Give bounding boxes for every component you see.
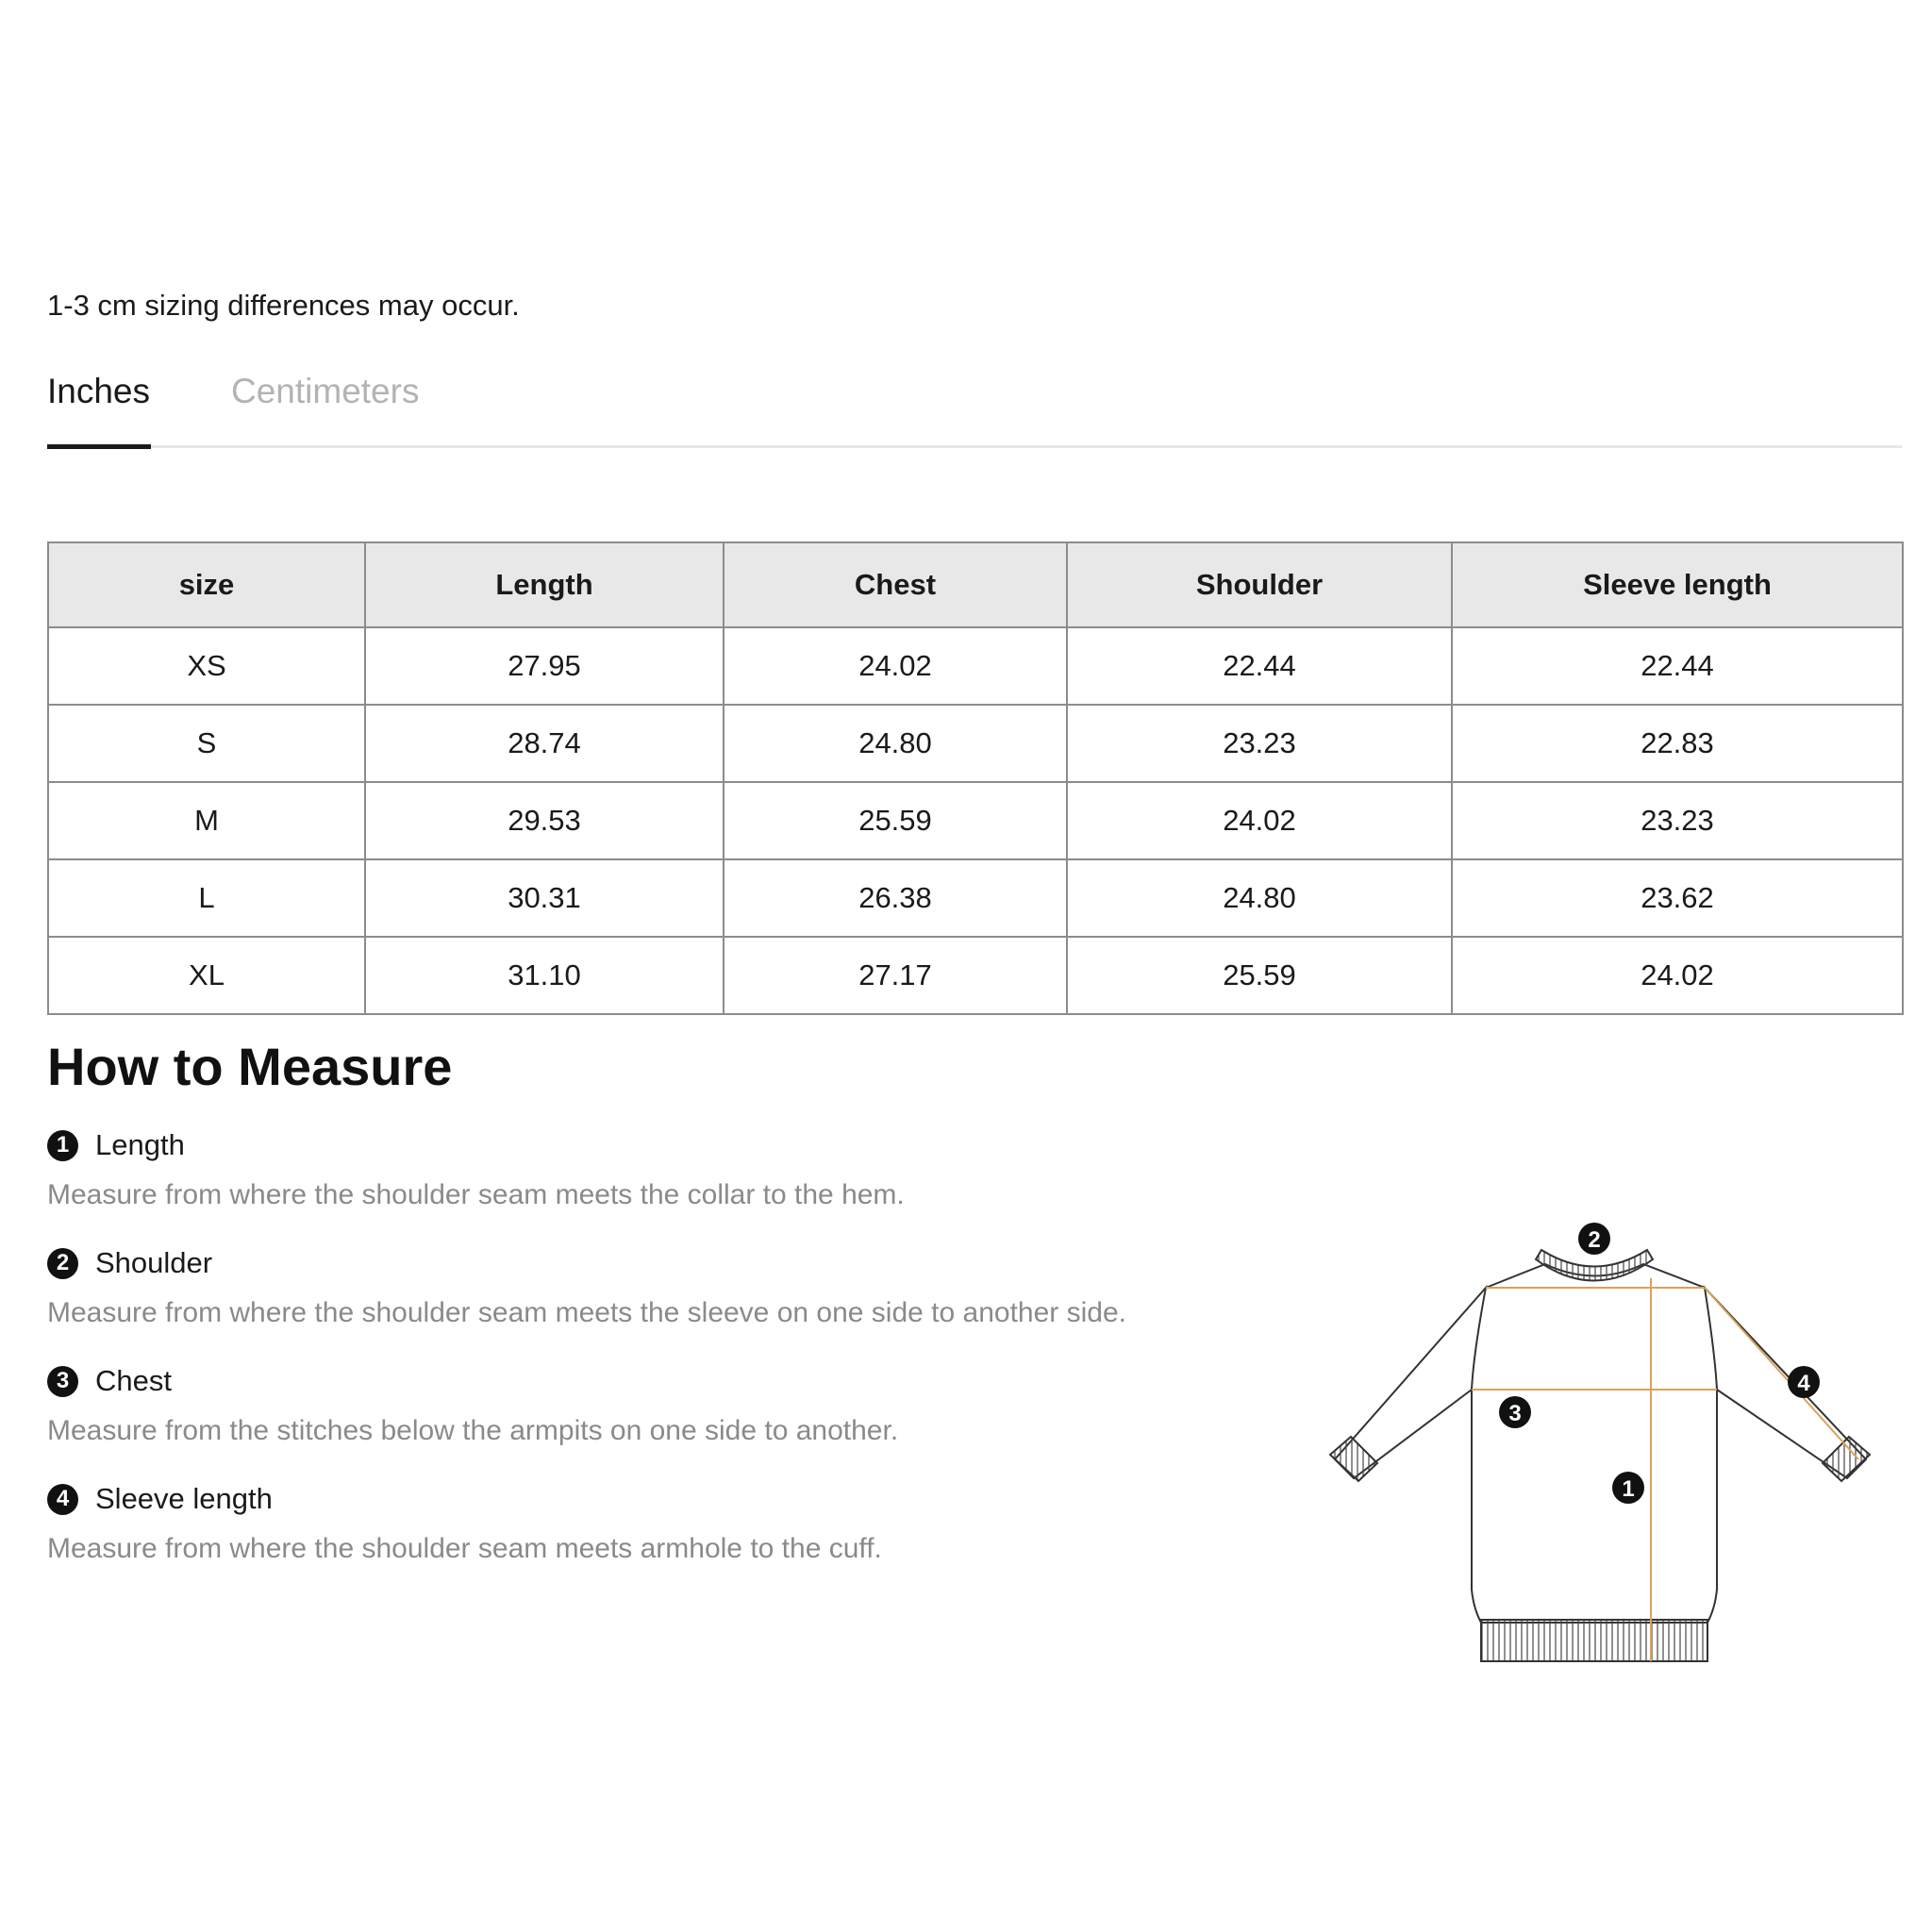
cell-length: 28.74 (365, 705, 724, 782)
cell-sleeve-length: 22.83 (1452, 705, 1903, 782)
svg-text:1: 1 (1622, 1476, 1635, 1502)
header-size: size (48, 542, 365, 627)
sweater-diagram (1292, 1212, 1906, 1665)
step-sleeve-length (47, 1478, 1274, 1596)
unit-tabs (47, 370, 1902, 448)
how-to-measure-title: How to Measure (47, 1037, 453, 1096)
step-title: Length (95, 1128, 185, 1161)
cell-chest: 27.17 (724, 937, 1067, 1014)
cell-sleeve-length: 22.44 (1452, 627, 1903, 705)
cell-size: L (48, 859, 365, 937)
svg-text:4: 4 (1797, 1371, 1810, 1396)
cell-length: 27.95 (365, 627, 724, 705)
cell-size: M (48, 782, 365, 859)
cell-length: 31.10 (365, 937, 724, 1014)
hem-band (1481, 1620, 1707, 1661)
header-length: Length (365, 542, 724, 627)
cell-shoulder: 22.44 (1067, 627, 1452, 705)
step-description: Measure from where the shoulder seam meets armhole to the cuff. (47, 1533, 882, 1564)
table-row (48, 627, 1903, 705)
cell-shoulder: 24.80 (1067, 859, 1452, 937)
tab-centimeters-label: Centimeters (231, 372, 420, 410)
cell-size: XL (48, 937, 365, 1014)
measure-steps (47, 1124, 1274, 1596)
cell-length: 30.31 (365, 859, 724, 937)
step-description: Measure from the stitches below the armpits on one side to another. (47, 1415, 899, 1446)
step-length (47, 1124, 1274, 1242)
cell-sleeve-length: 23.23 (1452, 782, 1903, 859)
table-row (48, 705, 1903, 782)
svg-text:2: 2 (1588, 1227, 1601, 1253)
marker-2 (1578, 1223, 1610, 1255)
step-description: Measure from where the shoulder seam meets the collar to the hem. (47, 1179, 905, 1210)
header-sleeve-length: Sleeve length (1452, 542, 1903, 627)
svg-text:3: 3 (1508, 1401, 1522, 1426)
marker-3 (1499, 1396, 1531, 1428)
table-header-row (48, 542, 1903, 627)
cell-sleeve-length: 24.02 (1452, 937, 1903, 1014)
step-number-badge: 2 (47, 1248, 78, 1279)
size-table (47, 541, 1904, 1015)
cell-shoulder: 23.23 (1067, 705, 1452, 782)
header-chest: Chest (724, 542, 1067, 627)
cell-size: S (48, 705, 365, 782)
step-number-badge: 1 (47, 1130, 78, 1161)
cell-chest: 26.38 (724, 859, 1067, 937)
cell-size: XS (48, 627, 365, 705)
step-chest (47, 1360, 1274, 1478)
step-title: Chest (95, 1364, 172, 1397)
step-number-badge: 4 (47, 1484, 78, 1515)
table-row (48, 782, 1903, 859)
tab-centimeters[interactable] (231, 370, 419, 445)
table-row (48, 859, 1903, 937)
header-shoulder: Shoulder (1067, 542, 1452, 627)
marker-4 (1788, 1366, 1820, 1398)
step-title: Shoulder (95, 1246, 213, 1279)
tab-inches-label: Inches (47, 372, 151, 410)
step-title: Sleeve length (95, 1482, 273, 1515)
sweater-body (1472, 1264, 1717, 1623)
cell-sleeve-length: 23.62 (1452, 859, 1903, 937)
cell-shoulder: 25.59 (1067, 937, 1452, 1014)
tab-inches[interactable] (47, 370, 150, 445)
cell-shoulder: 24.02 (1067, 782, 1452, 859)
cell-length: 29.53 (365, 782, 724, 859)
step-shoulder (47, 1242, 1274, 1360)
step-description: Measure from where the shoulder seam meets the sleeve on one side to another side. (47, 1297, 1126, 1328)
cell-chest: 25.59 (724, 782, 1067, 859)
active-tab-indicator (47, 444, 151, 449)
step-number-badge: 3 (47, 1366, 78, 1397)
sweater-measurement-figure (1292, 1212, 1906, 1665)
marker-1 (1612, 1472, 1644, 1504)
table-row (48, 937, 1903, 1014)
cell-chest: 24.80 (724, 705, 1067, 782)
cell-chest: 24.02 (724, 627, 1067, 705)
sizing-notice: 1-3 cm sizing differences may occur. (47, 289, 520, 322)
